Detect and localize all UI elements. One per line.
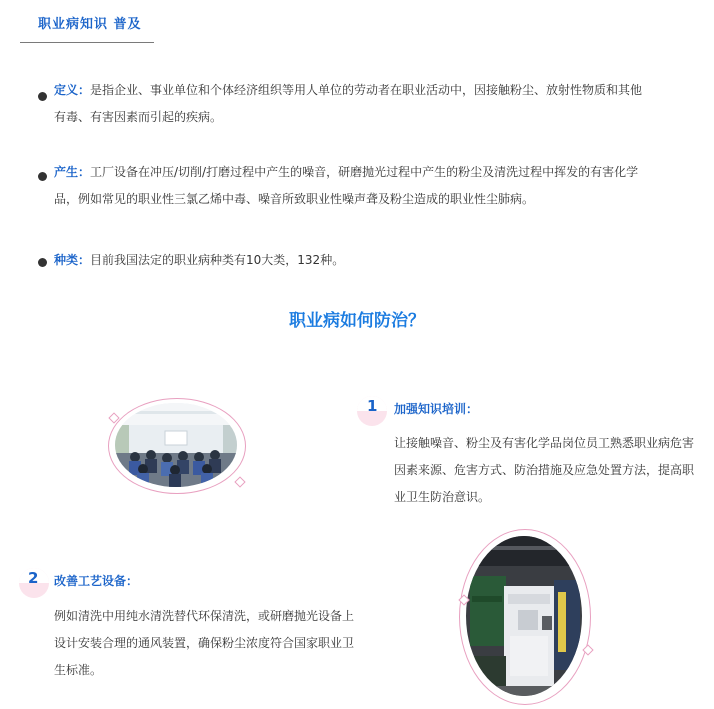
cause-text: 工厂设备在冲压/切削/打磨过程中产生的噪音，研磨抛光过程中产生的粉尘及清洗过程中挥发的有害化学品，例如常见的职业性三氯乙烯中毒、噪音所致职业性噪声聋及粉尘造成的职业性尘肺病。 — [54, 165, 639, 206]
step-1-text: 让接触噪音、粉尘及有害化学品岗位员工熟悉职业病危害因素来源、危害方式、防治措施及应急处置方法，提高职业卫生防治意识。 — [394, 436, 695, 504]
category-term: 种类： — [54, 253, 91, 267]
section-title: 职业病如何防治？ — [289, 311, 425, 331]
category-text: 目前我国法定的职业病种类有10大类，132种。 — [90, 253, 345, 267]
equipment-photo — [466, 536, 582, 696]
category-paragraph — [54, 247, 654, 274]
decor-diamond — [234, 476, 245, 487]
bullet-dot — [38, 92, 47, 101]
step-1-number: 1 — [367, 397, 378, 415]
definition-term: 定义： — [54, 83, 91, 97]
definition-paragraph — [54, 77, 654, 131]
page-title: 职业病知识 普及 — [38, 17, 142, 32]
cause-paragraph — [54, 159, 654, 213]
bullet-dot — [38, 172, 47, 181]
definition-text: 是指企业、事业单位和个体经济组织等用人单位的劳动者在职业活动中，因接触粉尘、放射性物质和其他有毒、有害因素而引起的疾病。 — [54, 83, 643, 124]
cause-term: 产生： — [54, 165, 91, 179]
step-1-title: 加强知识培训： — [394, 402, 479, 416]
header-divider — [20, 42, 154, 43]
bullet-dot — [38, 258, 47, 267]
step-2-number: 2 — [28, 569, 39, 587]
step-2-text: 例如清洗中用纯水清洗替代环保清洗，或研磨抛光设备上设计安装合理的通风装置，确保粉尘浓度符合国家职业卫生标准。 — [54, 609, 355, 677]
step-2-title: 改善工艺设备： — [54, 574, 139, 588]
training-photo — [115, 403, 237, 487]
